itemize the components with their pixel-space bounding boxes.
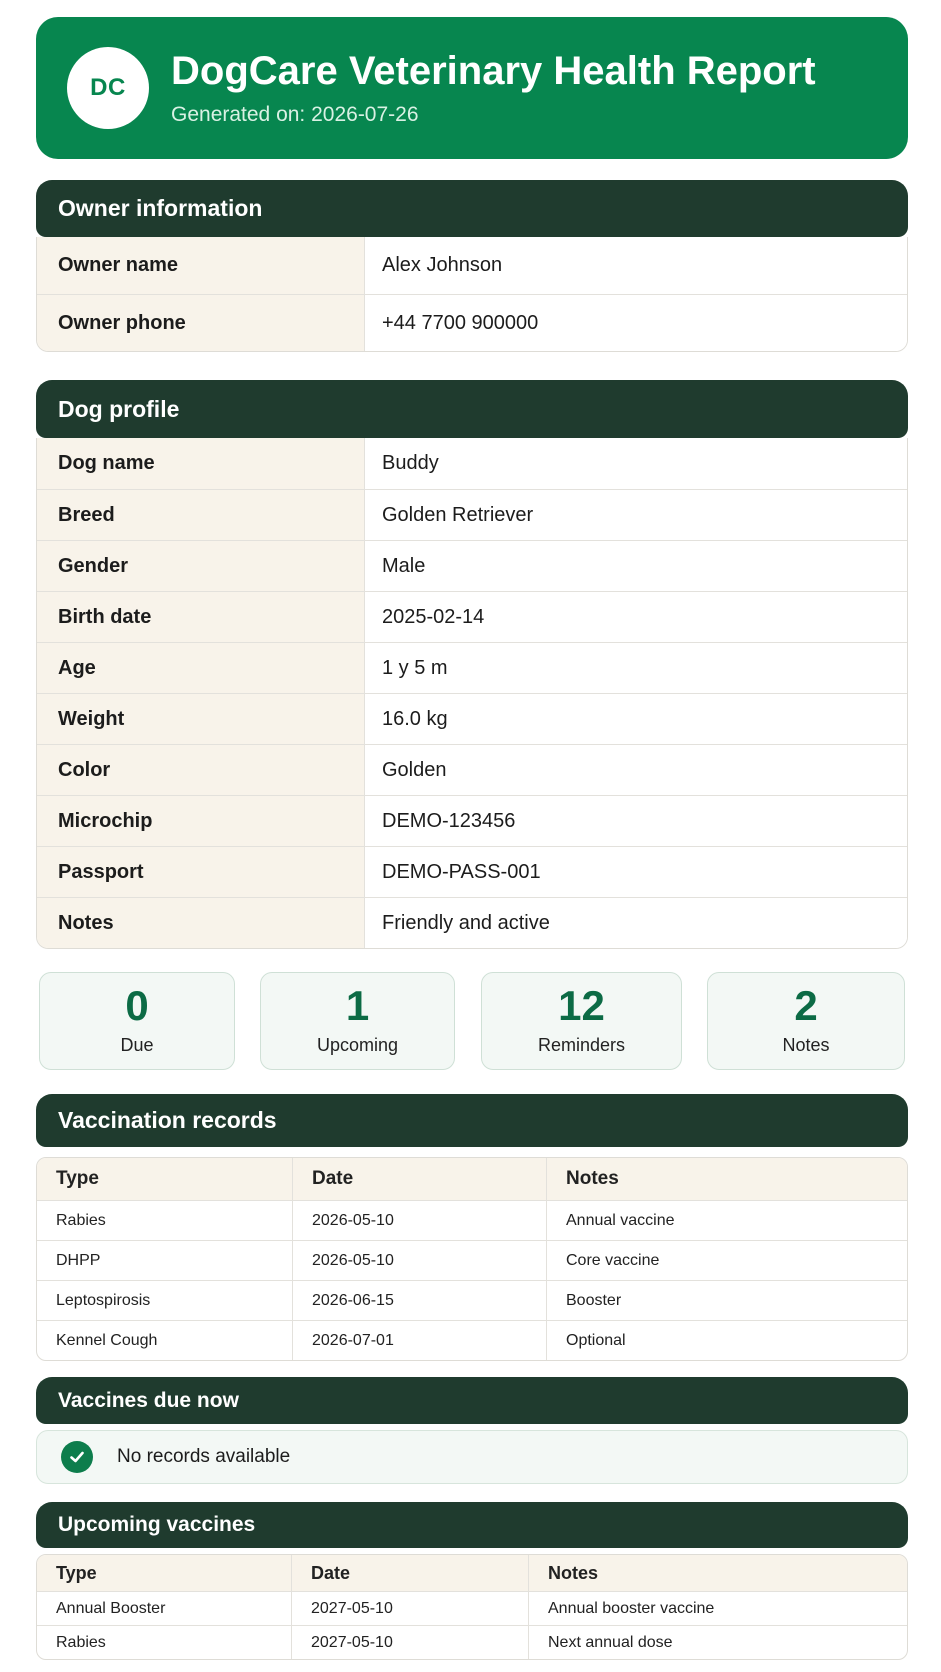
vaccination-table-header [37,1158,907,1200]
stat-value: 1 [345,982,370,1029]
dog-field-label: Dog name [37,438,365,489]
column-header-notes: Notes [546,1158,907,1200]
vaccine-date: 2027-05-10 [291,1626,528,1659]
vaccine-notes: Booster [546,1281,907,1320]
dog-field-label: Gender [37,541,365,591]
dog-row [37,693,907,744]
stat-card-notes [707,972,905,1070]
owner-name-value: Alex Johnson [365,237,907,294]
dog-field-label: Passport [37,847,365,897]
owner-name-label: Owner name [37,237,365,294]
dog-field-value: 2025-02-14 [365,592,907,642]
dog-row [37,591,907,642]
table-row [37,1591,907,1625]
upcoming-table-header [37,1555,907,1591]
vaccine-type: Rabies [56,1633,106,1651]
owner-phone-label: Owner phone [37,295,365,351]
dog-row [37,540,907,591]
stat-value: 2 [794,982,818,1029]
dog-field-label: Notes [37,898,365,948]
vaccine-type: DHPP [56,1251,101,1269]
vaccine-notes: Optional [546,1321,907,1360]
table-row [37,1280,907,1320]
vaccine-date: 2026-06-15 [292,1281,546,1320]
owner-section-header: Owner information [36,180,908,237]
table-row [37,1200,907,1240]
dog-field-label: Color [37,745,365,795]
stat-card-upcoming [260,972,455,1070]
dog-row [37,744,907,795]
dog-field-value: 16.0 kg [365,694,907,744]
table-row [37,1625,907,1659]
dog-field-label: Age [37,643,365,693]
due-now-empty-state [36,1430,908,1484]
vaccine-type: Annual Booster [56,1599,166,1617]
dog-field-value: Friendly and active [365,898,907,948]
dog-field-value: 1 y 5 m [365,643,907,693]
dog-field-label: Microchip [37,796,365,846]
column-header-date: Date [291,1555,528,1591]
dog-profile-table [36,438,908,949]
dog-field-label: Birth date [37,592,365,642]
stat-label: Due [120,1035,154,1055]
dog-field-value: Golden [365,745,907,795]
report-header [36,17,908,159]
column-header-notes: Notes [528,1555,907,1591]
dog-row [37,897,907,948]
vaccine-notes: Annual booster vaccine [528,1592,907,1625]
table-row [37,1320,907,1360]
generated-date: Generated on: 2026-07-26 [171,103,419,126]
column-header-date: Date [292,1158,546,1200]
dog-row [37,438,907,489]
stat-card-reminders [481,972,682,1070]
stat-label: Reminders [537,1035,626,1055]
table-row [37,1240,907,1280]
upcoming-section-header: Upcoming vaccines [36,1502,908,1548]
owner-row-phone [37,294,907,351]
dog-field-label: Breed [37,490,365,540]
vaccine-notes: Core vaccine [546,1241,907,1280]
dog-field-value: Male [365,541,907,591]
dog-row [37,489,907,540]
stat-value: 0 [125,982,149,1029]
owner-row-name [37,237,907,294]
report-title: DogCare Veterinary Health Report [171,49,816,93]
vaccine-type: Rabies [56,1211,106,1229]
stat-card-due [39,972,235,1070]
dog-field-value: DEMO-PASS-001 [365,847,907,897]
dog-row [37,846,907,897]
column-header-type: Type [56,1168,99,1189]
vaccine-date: 2026-07-01 [292,1321,546,1360]
due-now-section-header: Vaccines due now [36,1377,908,1424]
dog-section-header: Dog profile [36,380,908,438]
vaccine-date: 2026-05-10 [292,1201,546,1240]
vaccine-notes: Next annual dose [528,1626,907,1659]
vaccination-section-header: Vaccination records [36,1094,908,1147]
dog-row [37,642,907,693]
empty-state-text: No records available [117,1446,291,1467]
vaccine-notes: Annual vaccine [546,1201,907,1240]
column-header-type: Type [56,1562,97,1583]
vaccine-date: 2027-05-10 [291,1592,528,1625]
vaccine-date: 2026-05-10 [292,1241,546,1280]
clinic-logo: DC [67,47,149,129]
vaccination-table [36,1157,908,1361]
vaccine-type: Kennel Cough [56,1331,158,1349]
stat-label: Upcoming [316,1035,399,1055]
dog-field-value: DEMO-123456 [365,796,907,846]
dog-field-label: Weight [37,694,365,744]
stat-label: Notes [782,1035,830,1055]
vaccine-type: Leptospirosis [56,1291,151,1309]
owner-phone-value: +44 7700 900000 [365,295,907,351]
dog-field-value: Golden Retriever [365,490,907,540]
dog-row [37,795,907,846]
owner-table [36,237,908,352]
upcoming-table [36,1554,908,1660]
stat-value: 12 [558,982,605,1029]
check-circle-icon [61,1441,93,1473]
dog-field-value: Buddy [365,438,907,489]
